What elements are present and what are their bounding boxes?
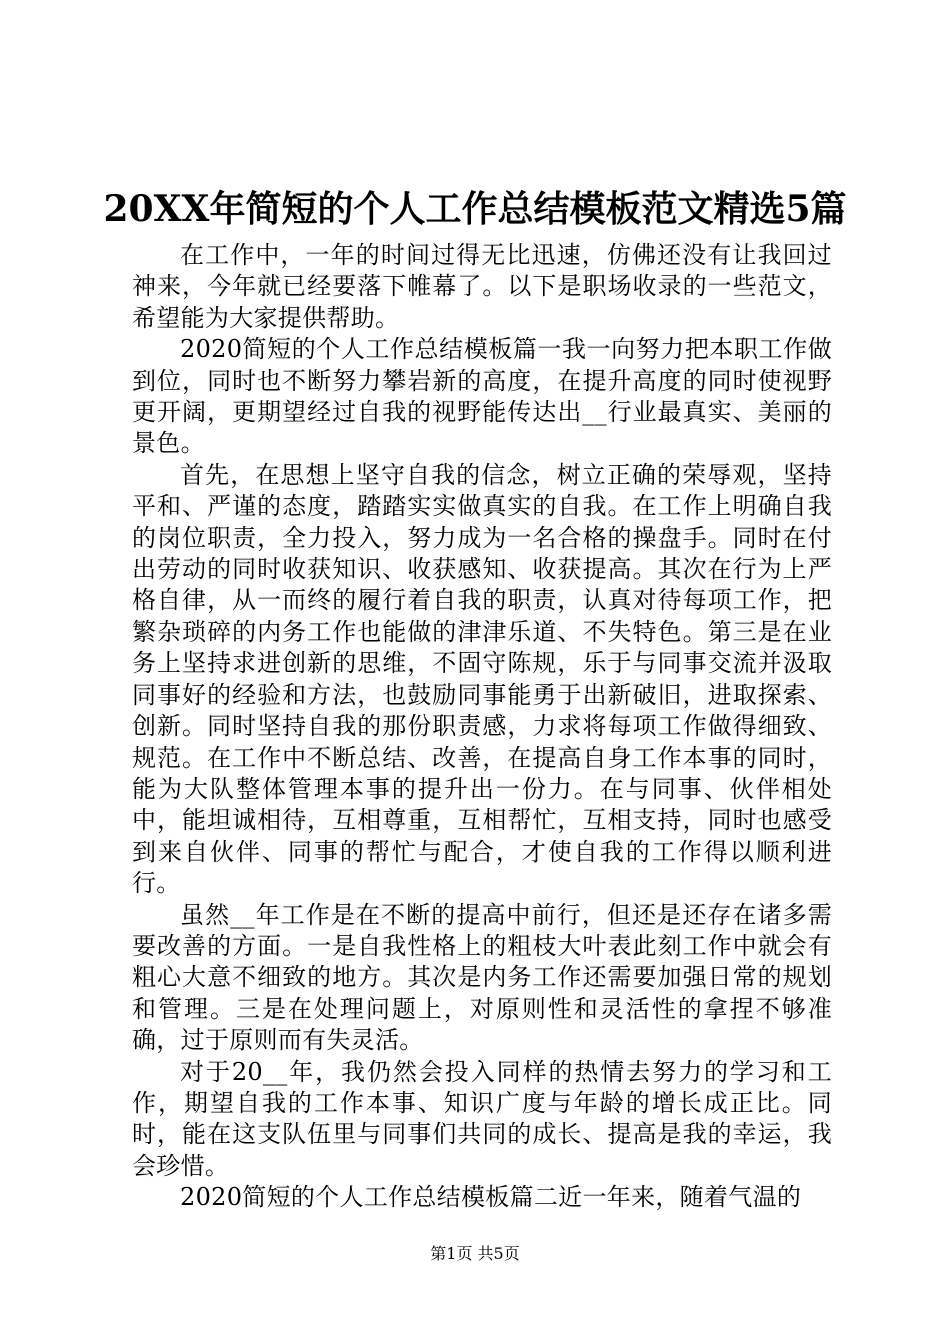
paragraph-intro: 在工作中，一年的时间过得无比迅速，仿佛还没有让我回过神来，今年就已经要落下帷幕了。以下是职场收录的一些范文，希望能为大家提供帮助。 <box>132 241 832 332</box>
paragraph-template-two: 2020简短的个人工作总结模板篇二近一年来，随着气温的 <box>180 1183 802 1212</box>
paragraph-template-one: 2020简短的个人工作总结模板篇一我一向努力把本职工作做到位，同时也不断努力攀岩新的高度，在提升高度的同时使视野更开阔，更期望经过自我的视野能传达出__行业最真实、美丽的景色。 <box>132 335 832 458</box>
document-body <box>132 240 832 1214</box>
paragraph-strengths: 首先，在思想上坚守自我的信念，树立正确的荣辱观，坚持平和、严谨的态度，踏踏实实做真实的自我。在工作上明确自我的岗位职责，全力投入，努力成为一名合格的操盘手。同时在付出劳动的同时收获知识、收获感知、收获提高。其次在行为上严格自律，从一而终的履行着自我的职责，认真对待每项工作，把繁杂琐碎的内务工作也能做的津津乐道、不失特色。第三是在业务上坚持求进创新的思维，不固守陈规，乐于与同事交流并汲取同事好的经验和方法，也鼓励同事能勇于出新破旧，进取探索、创新。同时坚持自我的那份职责感，力求将每项工作做得细致、规范。在工作中不断总结、改善，在提高自身工作本事的同时，能为大队整体管理本事的提升出一份力。在与同事、伙伴相处中，能坦诚相待，互相尊重，互相帮忙，互相支持，同时也感受到来自伙伴、同事的帮忙与配合，才使自我的工作得以顺利进行。 <box>132 460 832 898</box>
page-footer: 第1页 共5页 <box>430 1244 520 1263</box>
paragraph-shortcomings: 虽然__年工作是在不断的提高中前行，但还是还存在诸多需要改善的方面。一是自我性格上的粗枝大叶表此刻工作中就会有粗心大意不细致的地方。其次是内务工作还需要加强日常的规划和管理。三是在处理问题上，对原则性和灵活性的拿捏不够准确，过于原则而有失灵活。 <box>132 900 832 1055</box>
paragraph-next-year: 对于20__年，我仍然会投入同样的热情去努力的学习和工作，期望自我的工作本事、知识广度与年龄的增长成正比。同时，能在这支队伍里与同事们共同的成长、提高是我的幸运，我会珍惜。 <box>132 1057 832 1180</box>
document-title: 20XX年简短的个人工作总结模板范文精选5篇 <box>103 188 847 230</box>
